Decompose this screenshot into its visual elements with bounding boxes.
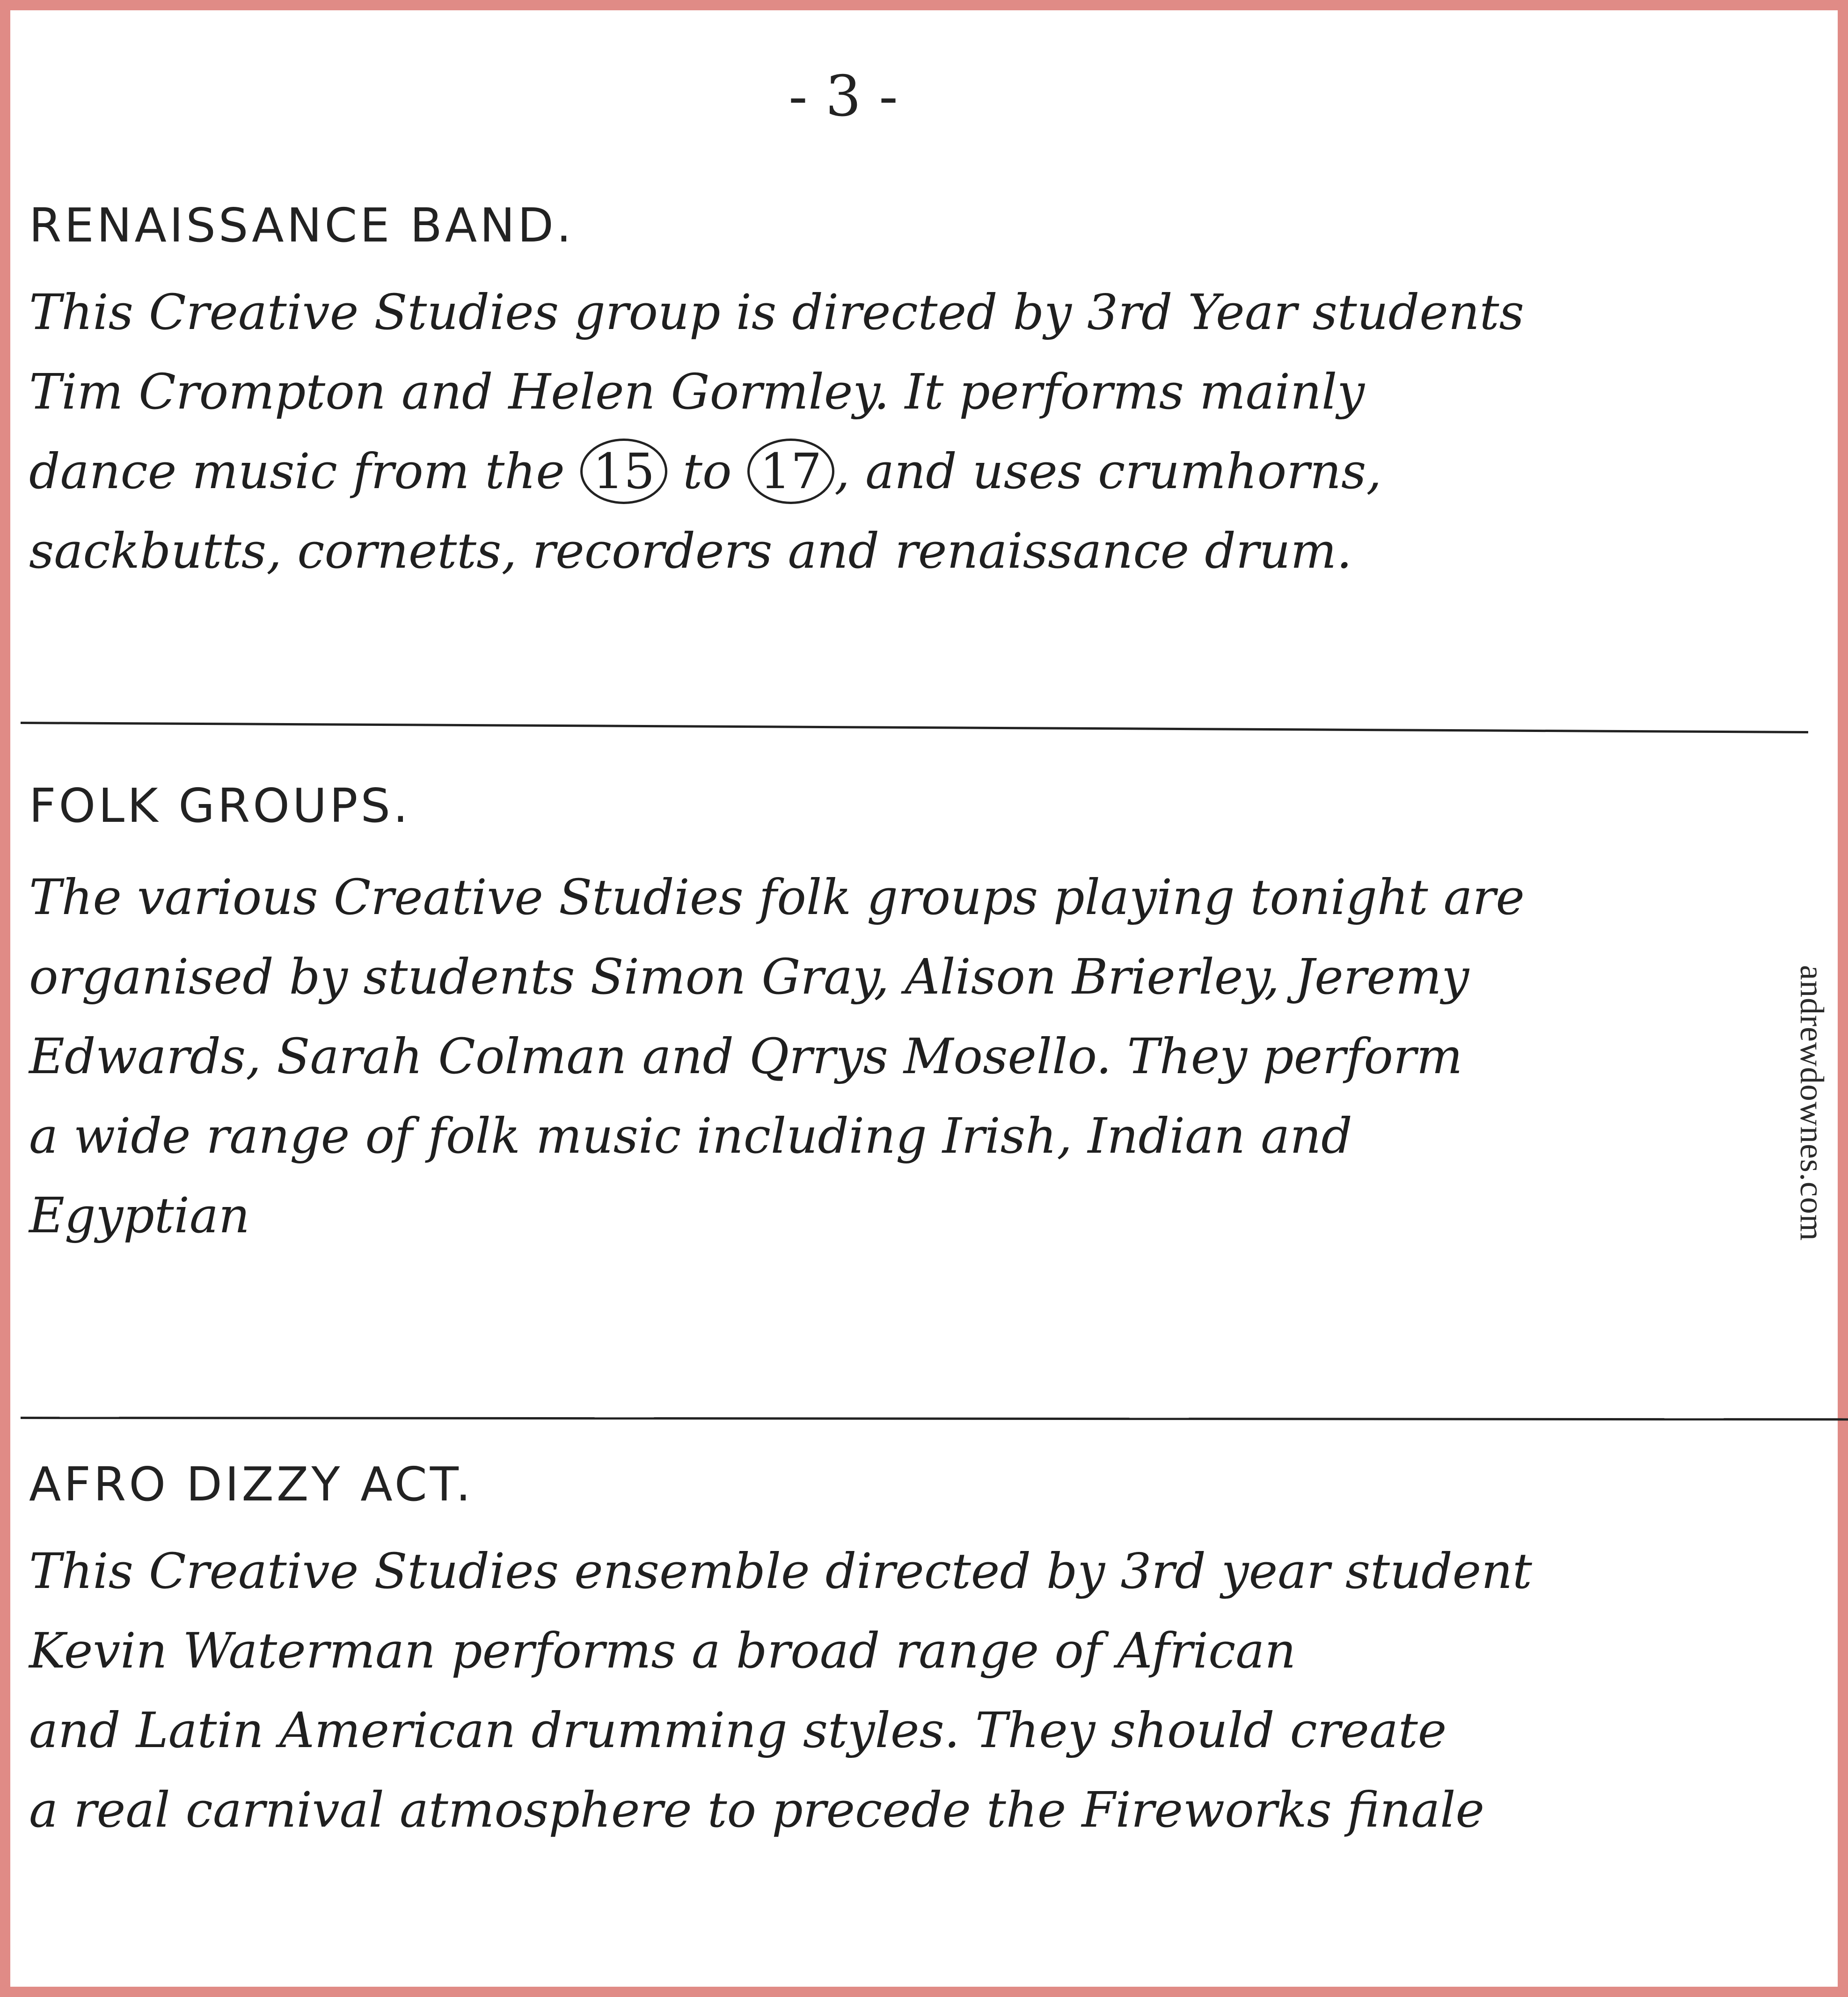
watermark-text: andrewdownes.com (1793, 965, 1831, 1241)
body-line (29, 432, 1779, 511)
section-divider (21, 1417, 1848, 1420)
circled-century-end: 17 (747, 439, 834, 504)
section-folk-groups (29, 778, 1779, 1255)
body-line: a wide range of folk music including Irish, Indian and (29, 1107, 1352, 1164)
body-line: Kevin Waterman performs a broad range of African (29, 1622, 1296, 1679)
section-heading: FOLK GROUPS. (29, 778, 411, 833)
body-line: This Creative Studies ensemble directed by 3rd year student (29, 1543, 1532, 1600)
body-text: , and uses crumhorns, (834, 443, 1382, 500)
body-line: sackbutts, cornetts, recorders and renaissance drum. (29, 522, 1352, 579)
section-afro-dizzy-act (29, 1456, 1779, 1850)
body-line: Egyptian (29, 1187, 250, 1244)
circled-century-start: 15 (580, 439, 667, 504)
body-line: Edwards, Sarah Colman and Qrrys Mosello. They perform (29, 1028, 1463, 1085)
body-line: This Creative Studies group is directed by 3rd Year students (29, 284, 1524, 341)
page-number: - 3 - (789, 64, 898, 129)
body-line: The various Creative Studies folk groups playing tonight are (29, 869, 1525, 926)
watermark (1784, 965, 1840, 1302)
section-divider (21, 722, 1808, 733)
body-line: Tim Crompton and Helen Gormley. It performs mainly (29, 363, 1365, 420)
body-text: dance music from the (29, 443, 565, 500)
body-line: and Latin American drumming styles. They should create (29, 1702, 1447, 1759)
section-heading: RENAISSANCE BAND. (29, 198, 574, 253)
section-heading: AFRO DIZZY ACT. (29, 1457, 474, 1512)
body-line: organised by students Simon Gray, Alison Brierley, Jeremy (29, 948, 1469, 1005)
body-line: a real carnival atmosphere to precede the Fireworks finale (29, 1781, 1485, 1838)
body-text: to (683, 443, 732, 500)
section-renaissance-band (29, 198, 1779, 591)
